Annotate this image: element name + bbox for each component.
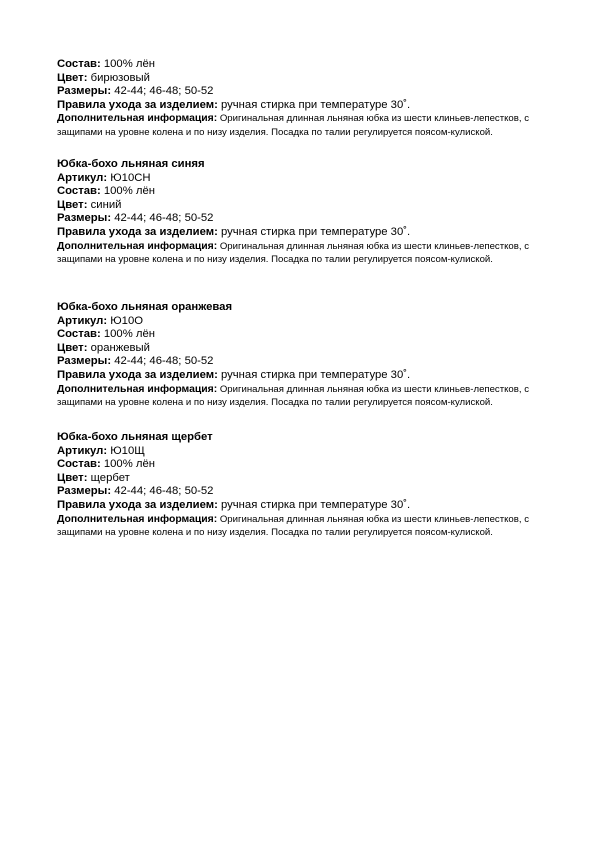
composition-value: 100% лён xyxy=(103,328,156,341)
product-title: Юбка-бохо льняная щербет xyxy=(57,431,213,443)
composition-value: 100% лён xyxy=(103,458,156,471)
color-line xyxy=(57,199,537,213)
care-line xyxy=(57,499,537,513)
care-label: Правила ухода за изделием: xyxy=(57,98,218,111)
sizes-line xyxy=(57,85,537,99)
care-value: ручная стирка при температуре 30˚. xyxy=(220,225,411,238)
color-line xyxy=(57,342,537,356)
extra-value: Оригинальная длинная льняная юбка из шести клиньев-лепестков, с защипами на уровне колена и по низу изделия. Посадка по талии регулируется поясом-кулиской. xyxy=(57,383,529,409)
article-label: Артикул: xyxy=(57,444,108,457)
care-line xyxy=(57,99,537,113)
article-value: Ю10Щ xyxy=(110,444,145,457)
care-value: ручная стирка при температуре 30˚. xyxy=(220,368,411,381)
color-label: Цвет: xyxy=(57,341,88,354)
extra-value: Оригинальная длинная льняная юбка из шести клиньев-лепестков, с защипами на уровне колена и по низу изделия. Посадка по талии регулируется поясом-кулиской. xyxy=(57,513,529,539)
article-line xyxy=(57,445,537,459)
sizes-label: Размеры: xyxy=(57,212,112,225)
product-block xyxy=(57,301,537,410)
composition-value: 100% лён xyxy=(103,58,156,70)
sizes-label: Размеры: xyxy=(57,485,112,498)
article-value: Ю10О xyxy=(110,314,144,327)
product-title: Юбка-бохо льняная оранжевая xyxy=(57,301,233,313)
extra-value: Оригинальная длинная льняная юбка из шести клиньев-лепестков, с защипами на уровне колена и по низу изделия. Посадка по талии регулируется поясом-кулиской. xyxy=(57,240,529,266)
composition-label: Состав: xyxy=(57,328,101,341)
color-line xyxy=(57,472,537,486)
extra-info xyxy=(57,112,537,139)
product-block xyxy=(57,158,537,267)
care-label: Правила ухода за изделием: xyxy=(57,498,218,511)
article-label: Артикул: xyxy=(57,314,108,327)
care-value: ручная стирка при температуре 30˚. xyxy=(220,498,411,511)
sizes-line xyxy=(57,212,537,226)
composition-label: Состав: xyxy=(57,458,101,471)
extra-label: Дополнительная информация: xyxy=(57,513,218,525)
composition-line xyxy=(57,328,537,342)
color-label: Цвет: xyxy=(57,198,88,211)
extra-label: Дополнительная информация: xyxy=(57,240,218,252)
sizes-value: 42-44; 46-48; 50-52 xyxy=(114,355,214,368)
color-label: Цвет: xyxy=(57,471,88,484)
color-value: оранжевый xyxy=(90,341,150,354)
care-line xyxy=(57,369,537,383)
care-line xyxy=(57,226,537,240)
composition-line xyxy=(57,185,537,199)
composition-label: Состав: xyxy=(57,185,101,198)
extra-value: Оригинальная длинная льняная юбка из шести клиньев-лепестков, с защипами на уровне колена и по низу изделия. Посадка по талии регулируется поясом-кулиской. xyxy=(57,113,529,138)
sizes-value: 42-44; 46-48; 50-52 xyxy=(114,212,214,225)
sizes-label: Размеры: xyxy=(57,355,112,368)
color-value: щербет xyxy=(90,471,130,484)
extra-info xyxy=(57,383,537,410)
sizes-line xyxy=(57,355,537,369)
care-label: Правила ухода за изделием: xyxy=(57,225,218,238)
composition-value: 100% лён xyxy=(103,185,156,198)
extra-info xyxy=(57,513,537,540)
product-title: Юбка-бохо льняная синяя xyxy=(57,158,205,170)
sizes-label: Размеры: xyxy=(57,85,112,98)
extra-info xyxy=(57,240,537,267)
sizes-line xyxy=(57,485,537,499)
composition-line xyxy=(57,58,537,72)
sizes-value: 42-44; 46-48; 50-52 xyxy=(114,85,214,98)
color-label: Цвет: xyxy=(57,71,88,84)
article-line xyxy=(57,315,537,329)
product-block xyxy=(57,431,537,540)
care-value: ручная стирка при температуре 30˚. xyxy=(220,98,411,111)
sizes-value: 42-44; 46-48; 50-52 xyxy=(114,485,214,498)
composition-line xyxy=(57,458,537,472)
care-label: Правила ухода за изделием: xyxy=(57,368,218,381)
article-label: Артикул: xyxy=(57,171,108,184)
product-block-partial xyxy=(57,58,537,140)
color-line xyxy=(57,72,537,86)
composition-label: Состав: xyxy=(57,58,101,70)
color-value: синий xyxy=(90,198,122,211)
color-value: бирюзовый xyxy=(90,71,150,84)
extra-label: Дополнительная информация: xyxy=(57,113,218,125)
article-value: Ю10СН xyxy=(110,171,151,184)
article-line xyxy=(57,172,537,186)
extra-label: Дополнительная информация: xyxy=(57,383,218,395)
